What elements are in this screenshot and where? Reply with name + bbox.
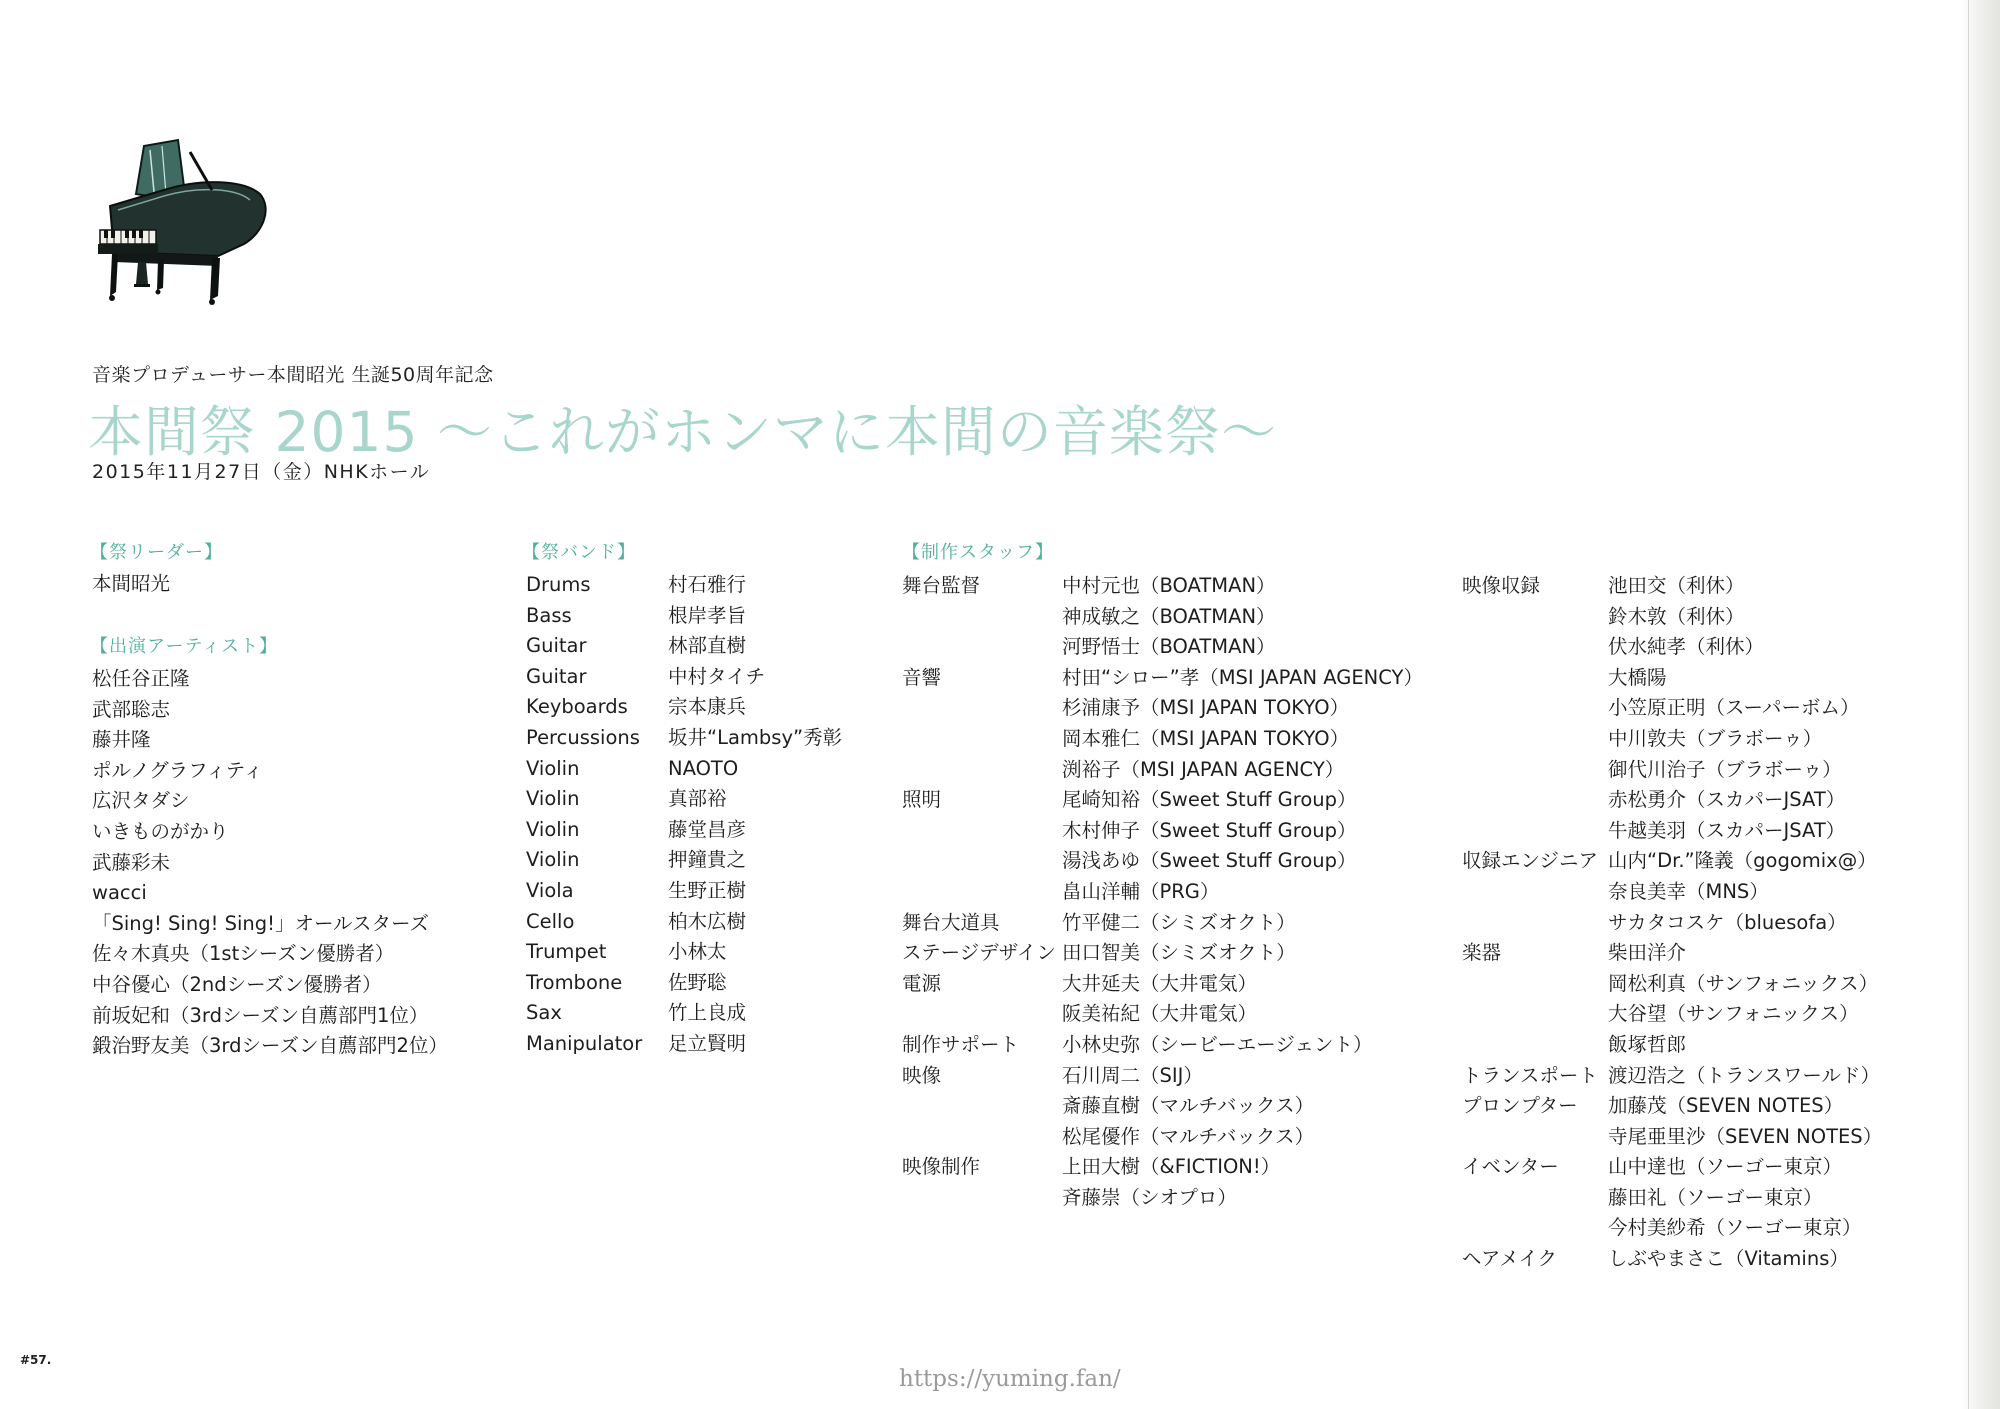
staff-row bbox=[1462, 1213, 1958, 1244]
staff-row bbox=[902, 755, 1442, 786]
band-member-row bbox=[526, 631, 866, 662]
staff-row bbox=[1462, 1091, 1958, 1122]
staff-name: サカタコスケ（bluesofa） bbox=[1608, 910, 1847, 934]
member-name: 宗本康兵 bbox=[668, 695, 747, 719]
staff-role: ステージデザイン bbox=[902, 941, 1056, 965]
staff-name: 御代川治子（ブラボーゥ） bbox=[1608, 757, 1842, 781]
staff-name: 柴田洋介 bbox=[1608, 941, 1687, 965]
band-member-row bbox=[526, 815, 866, 846]
staff-row bbox=[1462, 938, 1958, 969]
artist-item: ポルノグラフィティ bbox=[92, 758, 264, 782]
staff-row bbox=[1462, 663, 1958, 694]
instrument-label: Guitar bbox=[526, 634, 587, 658]
staff-name: 飯塚哲郎 bbox=[1608, 1032, 1687, 1056]
band-member-row bbox=[526, 570, 866, 601]
artist-item: 松任谷正隆 bbox=[92, 667, 190, 690]
band-member-row bbox=[526, 998, 866, 1029]
artist-item: 「Sing! Sing! Sing!」オールスターズ bbox=[92, 911, 429, 935]
staff-name: 小林史弥（シービーエージェント） bbox=[1062, 1032, 1373, 1056]
staff-name: 鈴木敦（利休） bbox=[1608, 604, 1745, 628]
staff-row bbox=[1462, 632, 1958, 663]
artist-item: 藤井隆 bbox=[92, 728, 151, 752]
member-name: 竹上良成 bbox=[668, 1001, 747, 1025]
staff-row bbox=[1462, 1061, 1958, 1092]
staff-role: 制作サポート bbox=[902, 1032, 1020, 1056]
band-member-row bbox=[526, 601, 866, 632]
staff-name: 竹平健二（シミズオクト） bbox=[1062, 910, 1296, 934]
instrument-label: Drums bbox=[526, 573, 591, 596]
member-name: 足立賢明 bbox=[668, 1031, 747, 1055]
band-member-row bbox=[526, 968, 866, 999]
staff-role: 映像収録 bbox=[1462, 574, 1541, 597]
staff-list-col2 bbox=[1462, 571, 1958, 1275]
instrument-label: Violin bbox=[526, 756, 580, 780]
staff-name: 畠山洋輔（PRG） bbox=[1062, 879, 1220, 903]
staff-name: 池田交（利休） bbox=[1608, 574, 1745, 597]
band-heading: 【祭バンド】 bbox=[522, 542, 636, 563]
staff-name: 中川敦夫（ブラボーゥ） bbox=[1608, 726, 1823, 750]
staff-row bbox=[1462, 755, 1958, 786]
instrument-label: Viola bbox=[526, 878, 574, 902]
staff-role: 映像 bbox=[902, 1063, 942, 1087]
staff-row bbox=[902, 846, 1442, 877]
instrument-label: Bass bbox=[526, 603, 572, 627]
staff-name: 上田大樹（&FICTION!） bbox=[1062, 1155, 1281, 1179]
instrument-label: Violin bbox=[526, 848, 580, 872]
staff-name: 木村伸子（Sweet Stuff Group） bbox=[1062, 818, 1357, 842]
staff-name: 阪美祐紀（大井電気） bbox=[1062, 1002, 1258, 1026]
artist-item: 鍛治野友美（3rdシーズン自薦部門2位） bbox=[92, 1034, 448, 1058]
band-member-row bbox=[526, 907, 866, 938]
staff-name: 奈良美幸（MNS） bbox=[1608, 879, 1769, 903]
staff-name: 山内“Dr.”隆義（gogomix@） bbox=[1608, 849, 1877, 873]
staff-row bbox=[902, 663, 1442, 694]
band-member-row bbox=[526, 876, 866, 907]
instrument-label: Trumpet bbox=[526, 940, 607, 964]
staff-row bbox=[902, 1122, 1442, 1153]
staff-row bbox=[902, 999, 1442, 1030]
page-edge-shadow bbox=[1960, 0, 2000, 1409]
staff-name: 加藤茂（SEVEN NOTES） bbox=[1608, 1094, 1844, 1118]
staff-name: 松尾優作（マルチバックス） bbox=[1062, 1124, 1315, 1148]
staff-row bbox=[902, 1152, 1442, 1183]
staff-name: 湯浅あゆ（Sweet Stuff Group） bbox=[1062, 849, 1357, 873]
staff-row bbox=[902, 908, 1442, 939]
staff-name: 田口智美（シミズオクト） bbox=[1062, 941, 1296, 965]
staff-name: 渕裕子（MSI JAPAN AGENCY） bbox=[1062, 757, 1345, 781]
staff-role: 照明 bbox=[902, 788, 942, 812]
staff-name: 河野悟士（BOATMAN） bbox=[1062, 635, 1276, 659]
band-member-row bbox=[526, 754, 866, 785]
staff-row bbox=[1462, 1122, 1958, 1153]
member-name: 中村タイチ bbox=[668, 664, 766, 688]
member-name: 生野正樹 bbox=[668, 878, 747, 902]
instrument-label: Keyboards bbox=[526, 695, 628, 719]
staff-row bbox=[902, 602, 1442, 633]
member-name: 坂井“Lambsy”秀彰 bbox=[668, 725, 843, 749]
artist-item: 佐々木真央（1stシーズン優勝者） bbox=[92, 942, 395, 966]
staff-name: 岡松利真（サンフォニックス） bbox=[1608, 971, 1879, 995]
staff-row bbox=[1462, 602, 1958, 633]
instrument-label: Violin bbox=[526, 787, 580, 811]
band-member-row bbox=[526, 937, 866, 968]
instrument-label: Cello bbox=[526, 909, 575, 933]
leader-heading: 【祭リーダー】 bbox=[90, 542, 223, 563]
staff-role: プロンプター bbox=[1462, 1094, 1578, 1118]
member-name: 柏木広樹 bbox=[668, 909, 747, 933]
staff-row bbox=[902, 571, 1442, 602]
artist-item: 前坂妃和（3rdシーズン自薦部門1位） bbox=[92, 1003, 429, 1027]
staff-row bbox=[1462, 969, 1958, 1000]
grand-piano-icon bbox=[94, 132, 274, 312]
staff-row bbox=[902, 1030, 1442, 1061]
instrument-label: Sax bbox=[526, 1001, 562, 1025]
event-title: 本間祭 2015 ～これがホンマに本間の音楽祭～ bbox=[88, 400, 1277, 464]
staff-name: 今村美紗希（ソーゴー東京） bbox=[1608, 1216, 1862, 1240]
instrument-label: Manipulator bbox=[526, 1031, 643, 1055]
leader-name: 本間昭光 bbox=[92, 572, 171, 595]
staff-row bbox=[902, 724, 1442, 755]
staff-row bbox=[1462, 693, 1958, 724]
staff-name: 小笠原正明（スーパーボム） bbox=[1608, 696, 1860, 720]
staff-role: 舞台大道具 bbox=[902, 910, 1000, 934]
staff-row bbox=[902, 1091, 1442, 1122]
staff-name: 大谷望（サンフォニックス） bbox=[1608, 1002, 1859, 1026]
staff-row bbox=[1462, 908, 1958, 939]
staff-name: 渡辺浩之（トランスワールド） bbox=[1608, 1063, 1881, 1087]
band-member-row bbox=[526, 845, 866, 876]
instrument-label: Guitar bbox=[526, 664, 587, 688]
member-name: 押鐘貴之 bbox=[668, 848, 747, 872]
artist-item: wacci bbox=[92, 881, 147, 905]
staff-row bbox=[1462, 999, 1958, 1030]
staff-role: トランスポート bbox=[1462, 1063, 1598, 1087]
member-name: 根岸孝旨 bbox=[668, 603, 747, 627]
artist-item: 武部聡志 bbox=[92, 697, 171, 721]
band-member-row bbox=[526, 1029, 866, 1060]
staff-row bbox=[902, 969, 1442, 1000]
staff-row bbox=[902, 632, 1442, 663]
staff-row bbox=[902, 785, 1442, 816]
staff-role: 電源 bbox=[902, 971, 942, 995]
page-fold-line bbox=[1968, 0, 1969, 1409]
staff-role: 映像制作 bbox=[902, 1155, 981, 1179]
artist-item: 武藤彩未 bbox=[92, 850, 171, 874]
instrument-label: Trombone bbox=[526, 970, 623, 994]
member-name: 佐野聡 bbox=[668, 970, 727, 994]
staff-name: 中村元也（BOATMAN） bbox=[1062, 574, 1276, 597]
staff-list-col1 bbox=[902, 571, 1442, 1213]
artist-item: いきものがかり bbox=[92, 819, 229, 843]
staff-name: 村田“シロー”孝（MSI JAPAN AGENCY） bbox=[1062, 665, 1423, 689]
staff-name: 赤松勇介（スカパーJSAT） bbox=[1608, 788, 1846, 812]
page-number: #57. bbox=[20, 1353, 52, 1367]
staff-name: 尾崎知裕（Sweet Stuff Group） bbox=[1062, 788, 1357, 812]
staff-row bbox=[1462, 816, 1958, 847]
staff-row bbox=[1462, 1244, 1958, 1275]
member-name: 小林太 bbox=[668, 940, 727, 964]
watermark-url: https://yuming.fan/ bbox=[899, 1366, 1121, 1392]
band-member-row bbox=[526, 784, 866, 815]
staff-heading: 【制作スタッフ】 bbox=[902, 542, 1054, 563]
staff-name: 山中達也（ソーゴー東京） bbox=[1608, 1155, 1843, 1179]
staff-row bbox=[1462, 1183, 1958, 1214]
member-name: 村石雅行 bbox=[668, 573, 747, 596]
band-list bbox=[526, 570, 866, 1060]
artist-list bbox=[92, 664, 448, 1062]
member-name: 林部直樹 bbox=[668, 634, 747, 658]
staff-name: 斎藤直樹（マルチバックス） bbox=[1062, 1094, 1315, 1118]
staff-role: 楽器 bbox=[1462, 941, 1502, 965]
staff-row bbox=[1462, 571, 1958, 602]
member-name: 真部裕 bbox=[668, 787, 727, 811]
staff-name: 岡本雅仁（MSI JAPAN TOKYO） bbox=[1062, 726, 1350, 750]
staff-name: 寺尾亜里沙（SEVEN NOTES） bbox=[1608, 1124, 1883, 1148]
staff-row bbox=[1462, 785, 1958, 816]
staff-row bbox=[902, 816, 1442, 847]
staff-row bbox=[1462, 846, 1958, 877]
instrument-label: Violin bbox=[526, 817, 580, 841]
artists-heading: 【出演アーティスト】 bbox=[90, 636, 279, 657]
member-name: 藤堂昌彦 bbox=[668, 817, 747, 841]
staff-name: 大井延夫（大井電気） bbox=[1062, 971, 1258, 995]
event-subtitle: 音楽プロデューサー本間昭光 生誕50周年記念 bbox=[92, 364, 494, 386]
staff-role: 舞台監督 bbox=[902, 574, 981, 597]
staff-row bbox=[1462, 1030, 1958, 1061]
band-member-row bbox=[526, 662, 866, 693]
member-name: NAOTO bbox=[668, 756, 739, 780]
staff-row bbox=[1462, 1152, 1958, 1183]
staff-name: 石川周二（SIJ） bbox=[1062, 1063, 1203, 1087]
band-member-row bbox=[526, 692, 866, 723]
staff-role: ヘアメイク bbox=[1462, 1247, 1557, 1271]
band-member-row bbox=[526, 723, 866, 754]
staff-row bbox=[902, 1183, 1442, 1214]
staff-name: 杉浦康予（MSI JAPAN TOKYO） bbox=[1062, 696, 1350, 720]
staff-name: 藤田礼（ソーゴー東京） bbox=[1608, 1185, 1823, 1209]
staff-row bbox=[902, 938, 1442, 969]
staff-name: 神成敏之（BOATMAN） bbox=[1062, 604, 1276, 628]
staff-row bbox=[902, 877, 1442, 908]
staff-row bbox=[902, 693, 1442, 724]
staff-name: 斉藤崇（シオプロ） bbox=[1062, 1185, 1237, 1209]
artist-item: 広沢タダシ bbox=[92, 789, 190, 813]
event-date-venue: 2015年11月27日（金）NHKホール bbox=[92, 461, 431, 483]
staff-row bbox=[1462, 724, 1958, 755]
artist-item: 中谷優心（2ndシーズン優勝者） bbox=[92, 972, 382, 996]
staff-role: イベンター bbox=[1462, 1155, 1559, 1179]
staff-row bbox=[902, 1061, 1442, 1092]
staff-role: 収録エンジニア bbox=[1462, 849, 1599, 873]
staff-name: しぶやまさこ（Vitamins） bbox=[1608, 1247, 1849, 1271]
staff-row bbox=[1462, 877, 1958, 908]
instrument-label: Percussions bbox=[526, 725, 640, 749]
staff-role: 音響 bbox=[902, 665, 942, 689]
staff-name: 牛越美羽（スカパーJSAT） bbox=[1608, 818, 1846, 842]
staff-name: 伏水純孝（利休） bbox=[1608, 635, 1765, 659]
staff-name: 大橋陽 bbox=[1608, 665, 1667, 689]
